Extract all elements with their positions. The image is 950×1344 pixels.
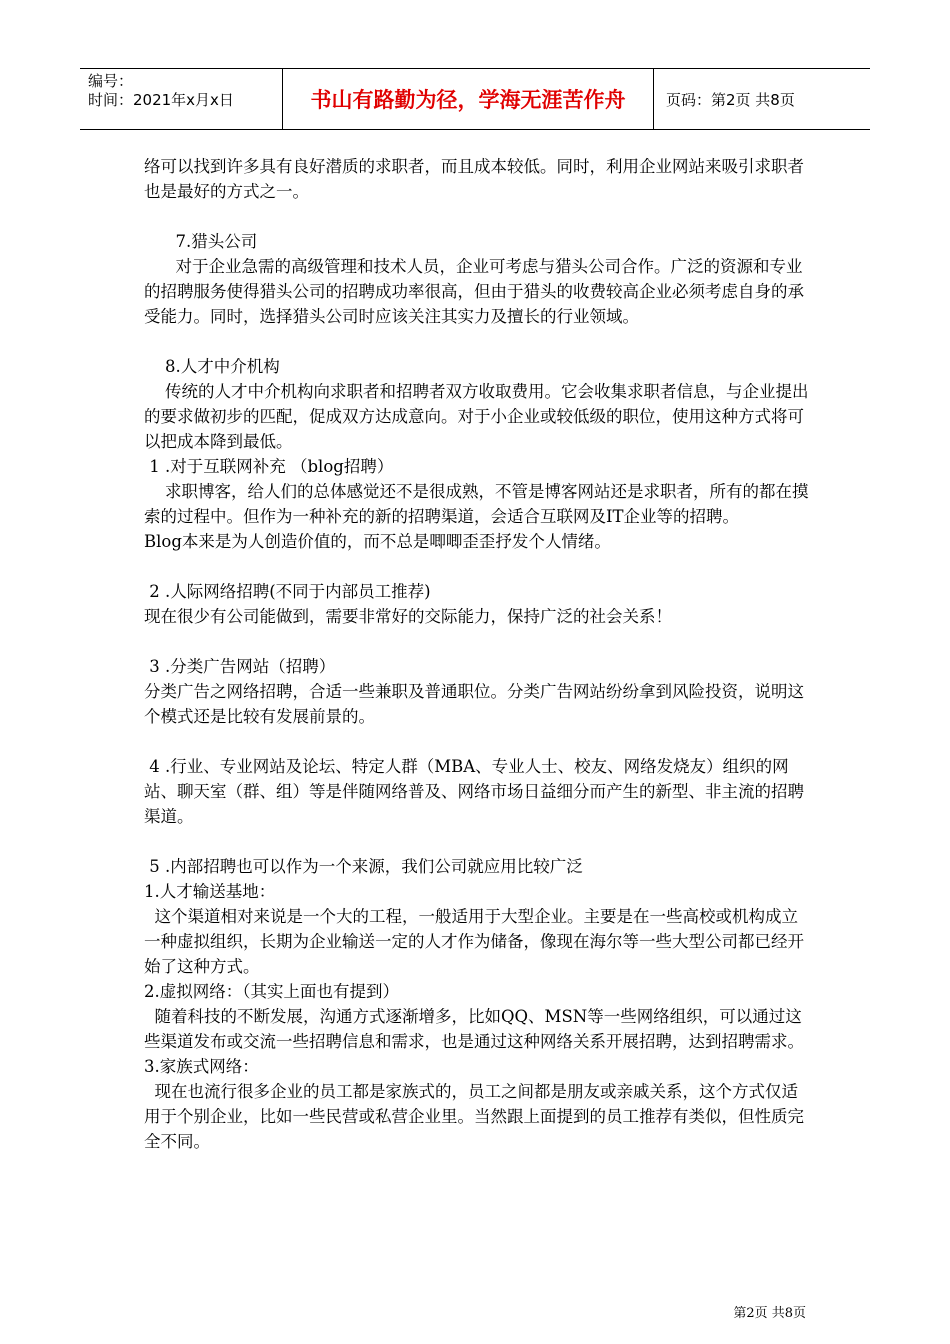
paragraph: 这个渠道相对来说是一个大的工程，一般适用于大型企业。主要是在一些高校或机构成立一种虚拟组织，长期为企业输送一定的人才作为储备，像现在海尔等一些大型公司都已经开始了这种方式。 [144,907,804,976]
section-heading: 7.猎头公司 [144,232,258,251]
section-heading: 3 .分类广告网站（招聘） [144,657,336,676]
document-body [144,154,810,1154]
sub-heading: 1.人才输送基地： [144,882,276,901]
header-motto: 书山有路勤为径，学海无涯苦作舟 [283,69,654,129]
paragraph: 随着科技的不断发展，沟通方式逐渐增多，比如QQ、MSN等一些网络组织，可以通过这些渠道发布或交流一些招聘信息和需求，也是通过这种网络关系开展招聘，达到招聘需求。 [144,1007,804,1051]
section-heading: 1 .对于互联网补充 （blog招聘） [144,457,394,476]
section-heading: 5 .内部招聘也可以作为一个来源，我们公司就应用比较广泛 [144,857,583,876]
date-label: 时间：2021年x月x日 [88,91,234,109]
page-header [80,68,870,130]
sub-heading: 2.虚拟网络：（其实上面也有提到） [144,982,399,1001]
paragraph: 分类广告之网络招聘，合适一些兼职及普通职位。分类广告网站纷纷拿到风险投资，说明这个模式还是比较有发展前景的。 [144,682,804,726]
paragraph: 现在也流行很多企业的员工都是家族式的，员工之间都是朋友或亲戚关系，这个方式仅适用于个别企业，比如一些民营或私营企业里。当然跟上面提到的员工推荐有类似，但性质完全不同。 [144,1082,804,1151]
sub-heading: 3.家族式网络： [144,1057,259,1076]
paragraph: 对于企业急需的高级管理和技术人员，企业可考虑与猎头公司合作。广泛的资源和专业的招聘服务使得猎头公司的招聘成功率很高，但由于猎头的收费较高企业必须考虑自身的承受能力。同时，选择猎头公司时应该关注其实力及擅长的行业领域。 [144,257,804,326]
paragraph: 络可以找到许多具有良好潜质的求职者，而且成本较低。同时，利用企业网站来吸引求职者也是最好的方式之一。 [144,157,804,201]
section-heading: 8.人才中介机构 [144,357,280,376]
paragraph: 4 .行业、专业网站及论坛、特定人群（MBA、专业人士、校友、网络发烧友）组织的网站、聊天室（群、组）等是伴随网络普及、网络市场日益细分而产生的新型、非主流的招聘渠道。 [144,757,804,826]
paragraph: Blog本来是为人创造价值的，而不总是唧唧歪歪抒发个人情绪。 [144,532,611,551]
paragraph: 传统的人才中介机构向求职者和招聘者双方收取费用。它会收集求职者信息，与企业提出的要求做初步的匹配，促成双方达成意向。对于小企业或较低级的职位，使用这种方式将可以把成本降到最低。 [144,382,809,451]
section-heading: 2 .人际网络招聘(不同于内部员工推荐) [144,582,431,601]
paragraph: 求职博客，给人们的总体感觉还不是很成熟，不管是博客网站还是求职者，所有的都在摸索的过程中。但作为一种补充的新的招聘渠道，会适合互联网及IT企业等的招聘。 [144,482,809,526]
page-footer: 第2页 共8页 [733,1306,806,1321]
number-label: 编号： [88,72,134,90]
header-page-label: 页码：第2页 共8页 [666,90,795,109]
paragraph: 现在很少有公司能做到，需要非常好的交际能力，保持广泛的社会关系！ [144,607,672,626]
header-meta [80,69,283,129]
